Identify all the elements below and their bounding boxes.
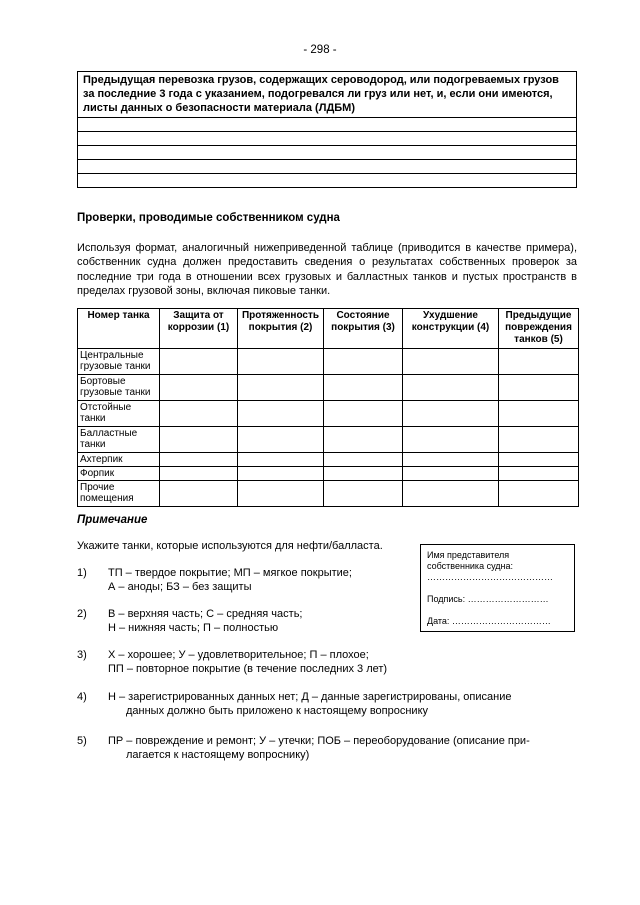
intro-paragraph: Используя формат, аналогичный нижеприведенной таблице (приводится в качестве примера), собственник судна должен предоставить сведения о результатах собственных проверок за последние три года в отношении всех грузовых и балластных танков и пустых пространств в пределах грузовой зоны, включая пиковые танки.	[77, 242, 577, 298]
blank-row	[78, 118, 577, 132]
table-row	[78, 427, 579, 453]
header-coating-condition: Состояние покрытия (3)	[324, 309, 403, 349]
table-cell	[238, 467, 324, 481]
row-label: Прочие помещения	[78, 481, 160, 507]
row-label: Центральные грузовые танки	[78, 349, 160, 375]
blank-cell	[78, 132, 577, 146]
row-label: Отстойные танки	[78, 401, 160, 427]
blank-cell	[78, 146, 577, 160]
tank-inspection-table	[77, 308, 579, 507]
blank-row	[78, 132, 577, 146]
table-cell	[403, 481, 499, 507]
previous-cargo-table	[77, 71, 577, 188]
header-previous-damage: Предыдущие повреждения танков (5)	[499, 309, 579, 349]
row-label: Бортовые грузовые танки	[78, 375, 160, 401]
blank-row	[78, 146, 577, 160]
owner-representative-label: Имя представителя собственника судна:	[427, 550, 514, 571]
owner-name-line: ……………………………………	[427, 572, 553, 582]
table-row	[78, 401, 579, 427]
note-number: 3)	[77, 649, 87, 661]
header-structural-deterioration: Ухудшение конструкции (4)	[403, 309, 499, 349]
table-cell	[238, 481, 324, 507]
blank-row	[78, 160, 577, 174]
row-label: Балластные танки	[78, 427, 160, 453]
table-cell	[160, 349, 238, 375]
table-cell	[499, 401, 579, 427]
note-instruction: Укажите танки, которые используются для нефти/балласта.	[77, 540, 383, 552]
note-line: В – верхняя часть; С – средняя часть;	[108, 608, 303, 620]
table-cell	[499, 427, 579, 453]
blank-cell	[78, 118, 577, 132]
signature-label: Подпись: ………………………	[427, 594, 549, 604]
table-cell	[160, 401, 238, 427]
note-line: ПП – повторное покрытие (в течение последних 3 лет)	[108, 663, 388, 676]
note-number: 2)	[77, 608, 87, 620]
table-cell	[324, 481, 403, 507]
table-cell	[238, 349, 324, 375]
table-cell	[324, 427, 403, 453]
previous-cargo-heading: Предыдущая перевозка грузов, содержащих сероводород, или подогреваемых грузов за последние 3 года с указанием, подогревался ли груз или нет, и, если они имеются, листы данных о безопасности материала (ЛДБМ)	[78, 72, 577, 118]
table-cell	[238, 401, 324, 427]
note-heading: Примечание	[77, 514, 148, 526]
table-cell	[499, 467, 579, 481]
note-line: Н – нижняя часть; П – полностью	[108, 622, 279, 635]
header-tank-number: Номер танка	[78, 309, 160, 349]
blank-cell	[78, 160, 577, 174]
table-cell	[499, 481, 579, 507]
table-cell	[403, 427, 499, 453]
table-cell	[324, 349, 403, 375]
table-cell	[160, 453, 238, 467]
table-cell	[403, 453, 499, 467]
table-cell	[499, 349, 579, 375]
note-line: А – аноды; БЗ – без защиты	[108, 581, 252, 594]
row-label: Ахтерпик	[78, 453, 160, 467]
table-cell	[160, 375, 238, 401]
note-number: 1)	[77, 567, 87, 579]
note-line: Н – зарегистрированных данных нет; Д – данные зарегистрированы, описание	[108, 691, 512, 703]
date-label: Дата: ……………………………	[427, 616, 551, 626]
table-cell	[403, 401, 499, 427]
note-line: ТП – твердое покрытие; МП – мягкое покрытие;	[108, 567, 352, 579]
table-cell	[324, 401, 403, 427]
table-row	[78, 453, 579, 467]
table-cell	[324, 375, 403, 401]
blank-row	[78, 174, 577, 188]
table-cell	[160, 481, 238, 507]
table-row	[78, 481, 579, 507]
note-number: 5)	[77, 735, 87, 747]
note-number: 4)	[77, 691, 87, 703]
section-heading: Проверки, проводимые собственником судна	[77, 212, 340, 224]
table-cell	[403, 349, 499, 375]
note-line: Х – хорошее; У – удовлетворительное; П – плохое;	[108, 649, 369, 661]
header-coating-extent: Протяженность покрытия (2)	[238, 309, 324, 349]
table-cell	[160, 427, 238, 453]
table-cell	[238, 453, 324, 467]
page-number: - 298 -	[303, 44, 337, 56]
table-cell	[499, 375, 579, 401]
note-line: ПР – повреждение и ремонт; У – утечки; ПОБ – переоборудование (описание при-	[108, 735, 530, 747]
table-cell	[324, 453, 403, 467]
table-cell	[238, 427, 324, 453]
table-cell	[403, 375, 499, 401]
note-line: лагается к настоящему вопроснику)	[126, 749, 310, 762]
table-cell	[499, 453, 579, 467]
table-row	[78, 467, 579, 481]
table-cell	[160, 467, 238, 481]
note-line: данных должно быть приложено к настоящему вопроснику	[126, 705, 429, 718]
table-cell	[324, 467, 403, 481]
blank-cell	[78, 174, 577, 188]
table-row	[78, 375, 579, 401]
row-label: Форпик	[78, 467, 160, 481]
table-cell	[403, 467, 499, 481]
header-corrosion-protection: Защита от коррозии (1)	[160, 309, 238, 349]
table-cell	[238, 375, 324, 401]
table-row	[78, 349, 579, 375]
